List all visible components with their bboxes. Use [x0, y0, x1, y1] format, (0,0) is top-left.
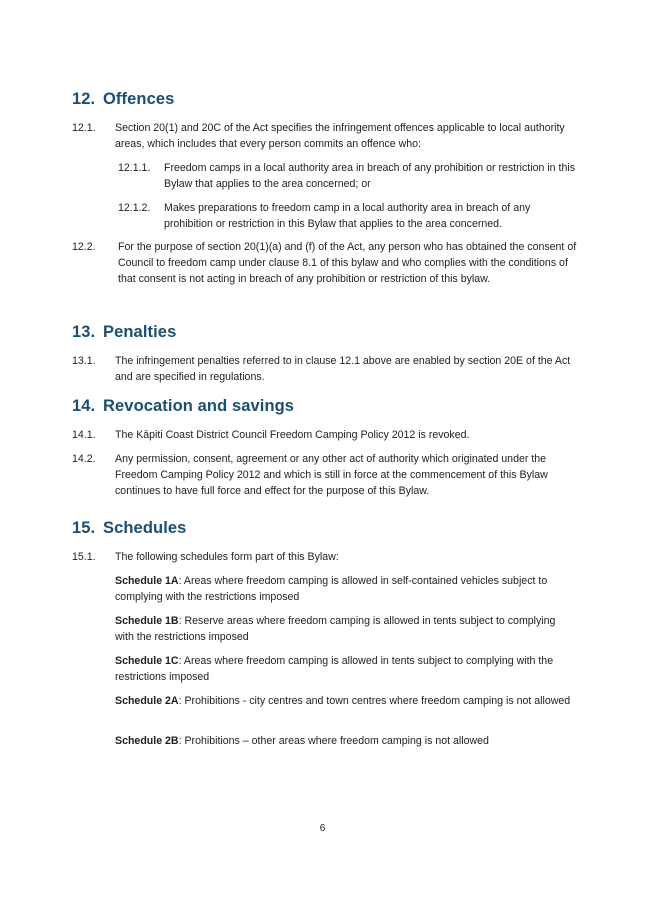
section-number: 13.: [72, 323, 96, 341]
schedule-item-2b: [115, 733, 577, 749]
clause-number: 15.1.: [72, 551, 96, 563]
schedule-label: Schedule 1A: [115, 575, 179, 587]
schedule-item-1c: [115, 653, 577, 685]
clause-13-1: [72, 353, 577, 385]
clause-text: The infringement penalties referred to in clause 12.1 above are enabled by section 20E of the Act and are specified in regulations.: [115, 355, 571, 383]
clause-14-1: [72, 427, 577, 443]
clause-12-1-1: [118, 160, 576, 192]
schedule-item-2a: [115, 693, 577, 709]
clause-12-2: [72, 239, 577, 287]
clause-text: The following schedules form part of this Bylaw:: [115, 551, 339, 563]
schedule-label: Schedule 2A: [115, 695, 179, 707]
clause-text: Section 20(1) and 20C of the Act specifies the infringement offences applicable to local authority areas, which includes that every person commits an offence who:: [115, 122, 565, 150]
section-title: Penalties: [103, 323, 177, 341]
section-title: Offences: [103, 90, 175, 108]
clause-12-1-2: [118, 200, 576, 232]
section-heading-offences: [72, 90, 174, 109]
clause-text: Makes preparations to freedom camp in a local authority area in breach of any prohibition or restriction in this Bylaw that applies to the area concerned.: [164, 202, 531, 230]
clause-number: 14.1.: [72, 429, 96, 441]
clause-text: For the purpose of section 20(1)(a) and (f) of the Act, any person who has obtained the consent of Council to freedom camp under clause 8.1 of this bylaw and who complies with the conditions of that consent is not acting in breach of any prohibition or restriction of this bylaw.: [118, 241, 577, 285]
clause-number: 12.2.: [72, 241, 96, 253]
section-number: 12.: [72, 90, 96, 108]
clause-text: Any permission, consent, agreement or any other act of authority which originated under the Freedom Camping Policy 2012 and which is still in force at the commencement of this Bylaw continues to have full force and effect for the purpose of this Bylaw.: [115, 453, 548, 497]
section-title: Schedules: [103, 519, 187, 537]
page-number: 6: [319, 823, 326, 834]
schedule-label: Schedule 2B: [115, 735, 179, 747]
schedule-label: Schedule 1C: [115, 655, 179, 667]
schedule-description: : Reserve areas where freedom camping is allowed in tents subject to complying with the restrictions imposed: [115, 615, 556, 643]
section-title: Revocation and savings: [103, 397, 295, 415]
section-heading-schedules: [72, 519, 186, 538]
section-heading-penalties: [72, 323, 176, 342]
clause-text: Freedom camps in a local authority area in breach of any prohibition or restriction in this Bylaw that applies to the area concerned; or: [164, 162, 576, 190]
section-number: 15.: [72, 519, 96, 537]
schedule-description: : Areas where freedom camping is allowed in tents subject to complying with the restrictions imposed: [115, 655, 554, 683]
schedule-description: : Areas where freedom camping is allowed in self-contained vehicles subject to complying with the restrictions imposed: [115, 575, 548, 603]
schedule-description: : Prohibitions - city centres and town centres where freedom camping is not allowed: [178, 695, 571, 707]
schedule-label: Schedule 1B: [115, 615, 179, 627]
clause-number: 12.1.1.: [118, 162, 151, 174]
schedule-item-1a: [115, 573, 577, 605]
clause-number: 12.1.2.: [118, 202, 151, 214]
clause-text: The Kāpiti Coast District Council Freedom Camping Policy 2012 is revoked.: [115, 429, 470, 441]
clause-14-2: [72, 451, 577, 499]
clause-number: 12.1.: [72, 122, 96, 134]
schedule-description: : Prohibitions – other areas where freedom camping is not allowed: [178, 735, 489, 747]
section-number: 14.: [72, 397, 96, 415]
section-heading-revocation-and-savings: [72, 397, 294, 416]
clause-12-1: [72, 120, 577, 152]
clause-number: 14.2.: [72, 453, 96, 465]
schedule-item-1b: [115, 613, 577, 645]
clause-15-1: [72, 549, 577, 565]
clause-number: 13.1.: [72, 355, 96, 367]
